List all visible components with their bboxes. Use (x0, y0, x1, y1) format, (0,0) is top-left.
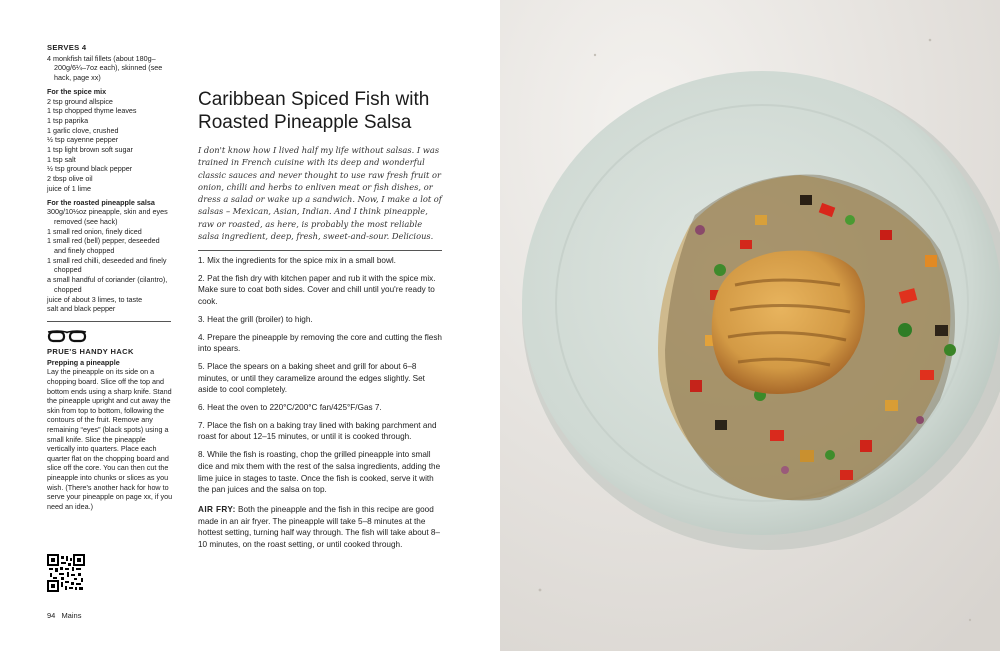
ingredient-item: ½ tsp ground black pepper (47, 164, 133, 174)
method-step: 8. While the fish is roasting, chop the grilled pineapple into small dice and mix them with the rest of the salsa ingredients, adding the lime juice in stages to taste. Once the fish is cooked, serve it with the pan juices and the salsa on top. (198, 450, 441, 495)
dish-illustration (500, 0, 1000, 651)
air-fry-text: Both the pineapple and the fish in this recipe are good made in an air fryer. The pineapple will take 5–8 minutes at the hottest setting, turning half way through. The fish will take about 8–10 minutes, on the roast setting, or until cooked through. (198, 504, 440, 550)
ingredient-item: 1 tsp light brown soft sugar (47, 145, 133, 155)
method-step: 5. Place the spears on a baking sheet and grill for about 6–8 minutes, or until they caramelize around the edges slightly. Set aside to cool completely. (198, 361, 425, 395)
sidebar-divider (47, 321, 171, 322)
ingredient-item: 1 small red (bell) pepper, deseeded and finely chopped (47, 236, 160, 256)
qr-code-icon[interactable] (47, 554, 85, 592)
intro-divider (198, 250, 442, 251)
ingredient-item: 1 tsp chopped thyme leaves (47, 106, 137, 116)
ingredient-item: 1 small red onion, finely diced (47, 226, 142, 236)
ingredient-item: 1 small red chilli, deseeded and finely chopped (47, 255, 167, 275)
section-name: Mains (61, 611, 82, 620)
recipe-intro: I don't know how I lived half my life without salsas. I was trained in French cuisine with its deep and wonderful classic sauces and never thought to use raw fresh fruit or onion, chilli and herbs to enliven meat or fish dishes, or dress a salad or wake up a sandwich. Now, I make a lot of salsas – Mexican, Asian, Indian. And I think pineapple, raw or roasted, as here, is probably the most reliable salsa ingredient, deep, fresh, sweet-and-sour. Delicious. (198, 145, 442, 242)
ingredient-item: 300g/10½oz pineapple, skin and eyes removed (see hack) (47, 207, 168, 226)
ingredients-sidebar (47, 43, 173, 511)
ingredient-item: 1 tsp paprika (47, 115, 89, 125)
recipe-title: Caribbean Spiced Fish with Roasted Pineapple Salsa (198, 89, 430, 133)
salsa-heading: For the roasted pineapple salsa (47, 197, 155, 207)
air-fry-label: AIR FRY: (198, 504, 236, 514)
recipe-header (198, 88, 443, 251)
page-footer (47, 611, 85, 620)
hack-subtitle: Prepping a pineapple (47, 357, 120, 367)
ingredient-item: 1 tsp salt (47, 154, 76, 164)
hack-body: Lay the pineapple on its side on a chopping board. Slice off the top and bottom ends using a sharp knife. Stand the pineapple upright and cut away the skin from top to bottom, following the contours of the fruit. Remove any remaining “eyes” (black spots) using a small knife. Slice the pineapple vertically into quarters. Place each quarter flat on the chopping board and slice off the core. You can then cut the pineapple into chunks or slices as you wish. (There's another hack for how to serve your pineapple on page xx, if you need an idea.) (47, 367, 173, 511)
ingredient-item: 2 tbsp olive oil (47, 174, 93, 184)
spice-mix-list (47, 97, 173, 194)
method-step: 2. Pat the fish dry with kitchen paper and rub it with the spice mix. Make sure to coat both sides. Cover and chill until you're ready to cook. (198, 273, 436, 307)
recipe-photo (500, 0, 1000, 651)
method-steps (198, 255, 443, 551)
spice-mix-heading: For the spice mix (47, 86, 107, 96)
method-step: 1. Mix the ingredients for the spice mix in a small bowl. (198, 256, 396, 265)
method-step: 3. Heat the grill (broiler) to high. (198, 314, 313, 324)
ingredient-item: 1 garlic clove, crushed (47, 125, 119, 135)
ingredient-item: juice of about 3 limes, to taste (47, 294, 143, 304)
ingredient-item: 2 tsp ground allspice (47, 96, 113, 106)
air-fry-note (198, 504, 443, 551)
glasses-icon (47, 329, 87, 343)
hack-title: PRUE'S HANDY HACK (47, 346, 134, 356)
serves-label: SERVES 4 (47, 43, 87, 52)
method-step: 7. Place the fish on a baking tray lined with baking parchment and roast for about 12–15 minutes, or until it is cooked through. (198, 420, 437, 442)
ingredient-item: ½ tsp cayenne pepper (47, 135, 119, 145)
salsa-list (47, 207, 173, 314)
ingredient-item: a small handful of coriander (cilantro), chopped (47, 275, 168, 294)
method-step: 6. Heat the oven to 220°C/200°C fan/425°F/Gas 7. (198, 403, 382, 413)
ingredient-item: juice of 1 lime (47, 183, 91, 193)
method-step: 4. Prepare the pineapple by removing the core and cutting the flesh into spears. (198, 332, 442, 354)
page-number: 94 (47, 611, 56, 620)
ingredient-item: 4 monkfish tail fillets (about 180g–200g/6¼–7oz each), skinned (see hack, page xx) (47, 53, 163, 83)
ingredient-item: salt and black pepper (47, 304, 116, 314)
